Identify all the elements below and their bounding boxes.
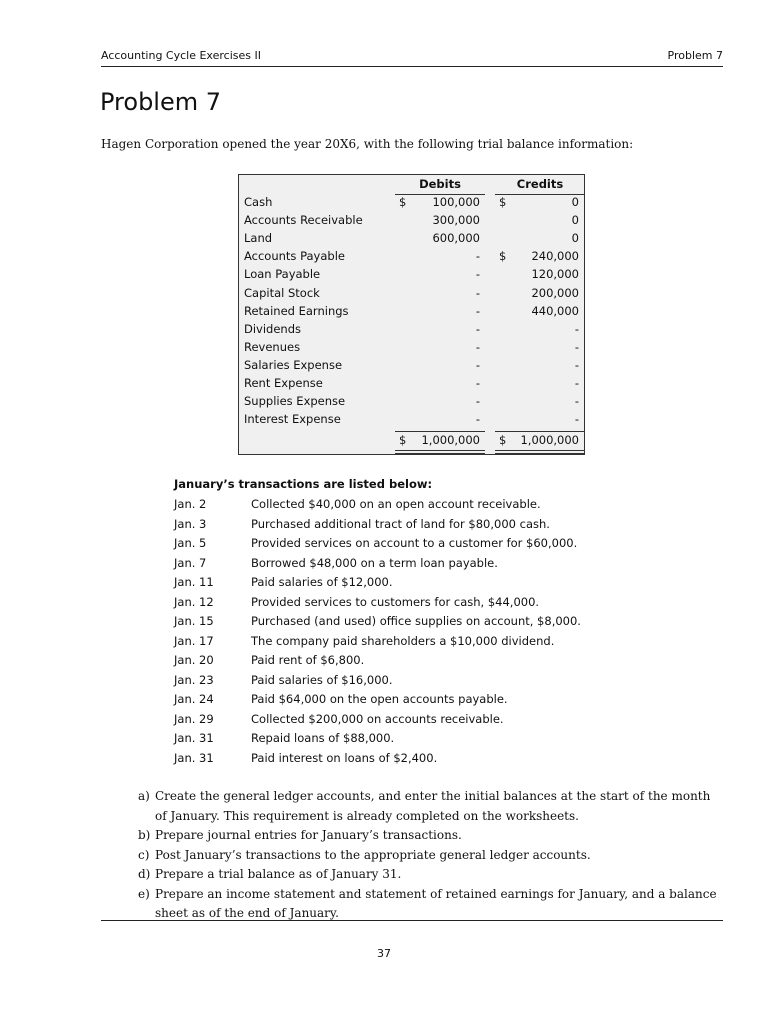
transaction-description: Repaid loans of $88,000. [251,731,395,745]
trial-balance-row [239,213,584,231]
account-name: Cash [244,195,273,209]
account-name: Salaries Expense [244,357,343,372]
transaction-description: Paid interest on loans of $2,400. [251,750,438,765]
page-title: Problem 7 [100,88,222,116]
requirement-label: a) [138,789,150,803]
requirement-label: e) [138,886,150,901]
debit-amount: - [475,394,480,409]
header-section: Problem 7 [667,49,723,62]
trial-balance-row [239,322,584,340]
debit-amount: 100,000 [432,195,480,209]
transaction-date: Jan. 31 [174,731,214,745]
trial-balance-row [239,376,584,394]
trial-balance-row [239,195,584,213]
transaction-description: Provided services on account to a customer for $60,000. [251,536,578,550]
account-name: Supplies Expense [244,394,346,409]
credit-total: 1,000,000 [520,433,579,448]
transaction-row [174,652,432,672]
credit-amount: - [574,394,579,409]
transaction-row [174,730,432,750]
transaction-description: Borrowed $48,000 on a term loan payable. [251,555,498,570]
debit-amount: - [475,321,480,336]
debit-total-double-rule [395,453,485,454]
footer-rule [101,920,723,921]
debits-header: Debits [419,177,461,191]
account-name: Rent Expense [244,376,323,390]
requirements-list [138,787,723,924]
trial-balance-row [239,412,584,430]
debit-amount: - [475,303,480,318]
transaction-description: Collected $200,000 on accounts receivable. [251,711,504,726]
header-book-title: Accounting Cycle Exercises II [101,49,261,62]
trial-balance-row [239,394,584,412]
transaction-description: Purchased additional tract of land for $80,000 cash. [251,516,550,531]
transaction-date: Jan. 20 [174,653,214,667]
debit-amount: - [475,376,480,390]
transaction-date: Jan. 3 [174,516,207,531]
debit-total: 1,000,000 [421,433,480,448]
requirement-text: Prepare journal entries for January’s transactions. [155,828,462,842]
page-number: 37 [377,947,391,960]
credit-total-double-rule [495,450,585,451]
credit-total-double-rule [495,453,585,454]
debit-currency-sign: $ [399,195,407,209]
debit-total-currency-sign: $ [399,433,407,448]
transaction-date: Jan. 7 [174,555,207,570]
credit-amount: 240,000 [531,249,579,264]
transaction-description: Paid salaries of $12,000. [251,575,393,589]
account-name: Capital Stock [244,285,320,300]
requirement-item [138,885,723,924]
trial-balance-row [239,249,584,267]
credits-header: Credits [516,177,564,191]
transactions-list [174,476,581,769]
transaction-row [174,594,540,614]
transaction-row [174,672,432,692]
transaction-row [174,613,581,633]
requirement-item [138,787,723,826]
debit-amount: 300,000 [432,213,480,228]
transaction-description: Paid salaries of $16,000. [251,672,393,687]
transaction-date: Jan. 17 [174,633,214,648]
transaction-description: The company paid shareholders a $10,000 dividend. [251,633,555,648]
account-name: Land [244,231,273,246]
account-name: Interest Expense [244,412,341,427]
requirement-text: Prepare a trial balance as of January 31. [155,867,402,881]
transaction-date: Jan. 23 [174,672,214,687]
transaction-row [174,633,555,653]
running-header [101,47,723,67]
credit-total-currency-sign: $ [499,433,507,448]
debit-amount: - [475,357,480,372]
trial-balance-row [239,304,584,322]
trial-balance-row [239,267,584,285]
requirement-item [138,865,723,885]
transaction-date: Jan. 15 [174,614,214,628]
transaction-row [174,555,498,575]
credit-amount: 120,000 [531,267,579,282]
debit-total-double-rule [395,450,485,451]
transaction-row [174,574,432,594]
credit-amount: 200,000 [531,285,579,300]
credit-amount: 0 [571,195,579,209]
trial-balance-table [238,174,585,455]
trial-balance-total-row [239,433,584,451]
transaction-description: Paid $64,000 on the open accounts payable. [251,692,508,706]
account-name: Dividends [244,321,302,336]
debit-subtotal-rule [395,431,485,432]
debit-amount: 600,000 [432,231,480,246]
account-name: Loan Payable [244,267,321,282]
debit-amount: - [475,412,480,427]
transaction-row [174,711,504,731]
transaction-date: Jan. 31 [174,750,214,765]
transaction-description: Collected $40,000 on an open account receivable. [251,497,541,511]
transaction-date: Jan. 29 [174,711,214,726]
requirement-text: Prepare an income statement and statement of retained earnings for January, and a balance sheet as of the end of January. [155,886,717,920]
trial-balance-row [239,340,584,358]
credit-amount: 0 [571,231,579,246]
transaction-date: Jan. 5 [174,536,207,550]
transaction-date: Jan. 11 [174,575,214,589]
debit-amount: - [475,285,480,300]
transaction-description: Paid rent of $6,800. [251,653,365,667]
transaction-description: Provided services to customers for cash, $44,000. [251,594,540,609]
transaction-row [174,691,508,711]
requirement-label: b) [138,828,151,842]
requirement-label: c) [138,847,150,862]
trial-balance-row [239,286,584,304]
credit-currency-sign: $ [499,195,507,209]
debit-amount: - [475,267,480,282]
credit-amount: 0 [571,213,579,228]
credit-amount: - [574,357,579,372]
transaction-row [174,516,550,536]
transaction-date: Jan. 24 [174,692,214,706]
account-name: Accounts Payable [244,249,345,264]
credit-currency-sign: $ [499,249,507,264]
transaction-row [174,535,578,555]
transaction-row [174,496,541,516]
intro-paragraph: Hagen Corporation opened the year 20X6, with the following trial balance information: [101,137,634,151]
transaction-row [174,750,438,770]
account-name: Revenues [244,339,301,354]
account-name: Retained Earnings [244,303,349,318]
transaction-date: Jan. 2 [174,497,207,511]
credit-amount: - [574,339,579,354]
credit-amount: - [574,376,579,390]
debit-amount: - [475,249,480,264]
transaction-date: Jan. 12 [174,594,214,609]
account-name: Accounts Receivable [244,213,363,228]
requirement-label: d) [138,867,151,881]
credit-amount: - [574,412,579,427]
credit-subtotal-rule [495,431,585,432]
credit-amount: 440,000 [531,303,579,318]
requirement-item [138,826,723,846]
requirement-text: Create the general ledger accounts, and enter the initial balances at the start of the month of January. This requirement is already completed on the worksheets. [155,789,711,823]
trial-balance-row [239,358,584,376]
requirement-item [138,846,723,866]
transaction-description: Purchased (and used) office supplies on account, $8,000. [251,614,581,628]
requirement-text: Post January’s transactions to the appropriate general ledger accounts. [155,847,591,862]
debit-amount: - [475,339,480,354]
trial-balance-row [239,231,584,249]
transactions-title: January’s transactions are listed below: [174,477,433,491]
credit-amount: - [574,321,579,336]
